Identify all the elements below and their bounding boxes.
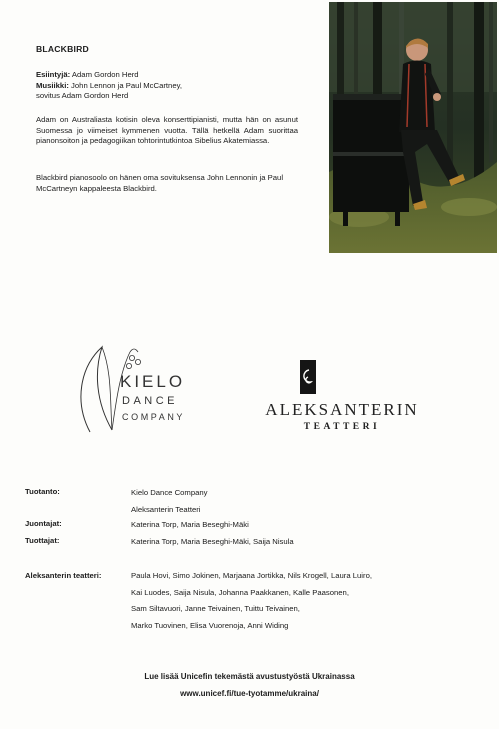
kielo-dance-wordmark: DANCE <box>122 395 179 407</box>
theatre-staff-label: Aleksanterin teatteri: <box>25 571 102 580</box>
theatre-staff-line: Kai Luodes, Saija Nisula, Johanna Paakkanen, Kalle Paasonen, <box>131 587 349 597</box>
arrangement: sovitus Adam Gordon Herd <box>36 91 129 100</box>
performers-value: Adam Gordon Herd <box>71 70 139 79</box>
teatteri-wordmark: TEATTERI <box>303 422 381 432</box>
kielo-dance-company-logo <box>72 342 202 437</box>
producers-value: Katerina Torp, Maria Beseghi-Mäki, Saija Nisula <box>131 537 294 546</box>
piece-credits <box>36 70 182 102</box>
production-value: Kielo Dance Company <box>131 488 208 497</box>
production-label: Tuotanto: <box>25 487 60 496</box>
bio-paragraph-1: Adam on Australiasta kotisin oleva konserttipianisti, mutta hän on asunut Suomessa jo viimeiset kymmenen vuotta. Tällä hetkellä Adam suorittaa pianonsoiton ja pedagogiikan tohtorintutkintoa Sibelius Akatemiassa. <box>36 115 298 145</box>
theatre-emblem-icon <box>300 360 316 394</box>
footer-info: Lue lisää Unicefin tekemästä avustustyöstä Ukrainassa <box>144 672 355 681</box>
music-label: Musiikki: <box>36 80 69 90</box>
bio-paragraph-2: Blackbird pianosoolo on hänen oma sovituksensa John Lennonin ja Paul McCartneyn kappaleesta Blackbird. <box>36 173 284 193</box>
hosts-value: Katerina Torp, Maria Beseghi-Mäki <box>131 520 249 529</box>
theatre-staff-line: Paula Hovi, Simo Jokinen, Marjaana Jortikka, Nils Krogell, Laura Luiro, <box>131 571 372 580</box>
theatre-staff-line: Marko Tuovinen, Elisa Vuorenoja, Anni Widing <box>131 620 289 630</box>
kielo-company-wordmark: COMPANY <box>122 412 186 422</box>
theatre-staff-list <box>131 568 372 634</box>
performers-label: Esiintyjä: <box>36 70 71 79</box>
hosts-label: Juontajat: <box>25 519 62 528</box>
pianist-photo <box>329 2 497 253</box>
kielo-wordmark: KIELO <box>120 372 186 391</box>
aleksanterin-teatteri-logo <box>250 360 434 440</box>
production-value: Aleksanterin Teatteri <box>131 504 201 514</box>
theatre-staff-line: Sam Siltavuori, Janne Teivainen, Tuittu Teivainen, <box>131 604 300 613</box>
piece-title: BLACKBIRD <box>36 44 89 54</box>
production-values <box>131 485 208 518</box>
producers-label: Tuottajat: <box>25 536 60 545</box>
music-value: John Lennon ja Paul McCartney, <box>71 80 183 90</box>
aleksanterin-wordmark: ALEKSANTERIN <box>265 400 419 419</box>
footer-url: www.unicef.fi/tue-tyotamme/ukraina/ <box>180 689 319 698</box>
